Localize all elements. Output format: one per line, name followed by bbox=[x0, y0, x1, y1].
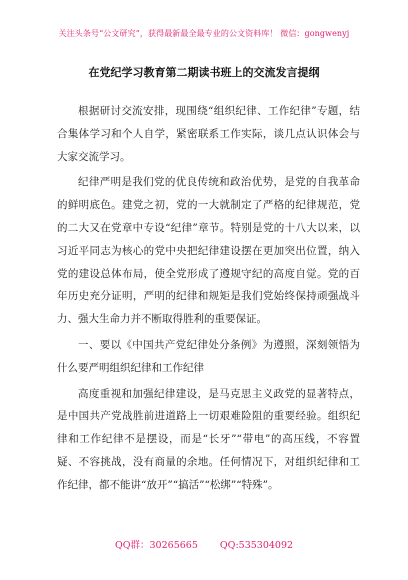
paragraph-importance: 高度重视和加强纪律建设，是马克思主义政党的显著特点，是中国共产党战胜前进道路上一切艰难险阻的重要经验。组织纪律和工作纪律不是摆设，而是“长牙”“带电”的高压线，不容置疑、不容挑战，没有商量的余地。任何情况下，对组织纪律和工作纪律，都不能讲“放开”“搞活”“松绑”“特殊”。 bbox=[57, 387, 360, 491]
document-title: 在党纪学习教育第二期读书班上的交流发言提纲 bbox=[88, 66, 320, 79]
section-heading-1: 一、要以《中国共产党纪律处分条例》为遵照，深刻领悟为什么要严明组织纪律和工作纪律 bbox=[57, 338, 360, 374]
paragraph-discipline: 纪律严明是我们党的优良传统和政治优势，是党的自我革命的鲜明底色。建党之初，党的一大就制定了严格的纪律规范，党的二大又在党章中专设“纪律”章节。特别是党的十八大以来，以习近平同志为核心的党中央把纪律建设摆在更加突出位置，纳入党的建设总体布局，使全党形成了遵规守纪的高度自觉。党的百年历史充分证明，严明的纪律和规矩是我们党始终保持顽强战斗力、强大生命力并不断取得胜利的重要保证。 bbox=[57, 176, 360, 326]
footer-contact bbox=[0, 537, 408, 551]
footer-qq-number: QQ:535304092 bbox=[219, 540, 294, 551]
footer-qq-group: QQ群：30265665 bbox=[114, 540, 198, 551]
paragraph-intro: 根据研讨交流安排，现围绕“组织纪律、工作纪律”专题，结合集体学习和个人自学，紧密联系工作实际，谈几点认识体会与大家交流学习。 bbox=[57, 105, 360, 163]
header-banner: 关注头条号“公文研究”，获得最新最全最专业的公文资料库！ 微信：gongwenyj bbox=[58, 29, 350, 38]
document-body bbox=[57, 100, 360, 497]
